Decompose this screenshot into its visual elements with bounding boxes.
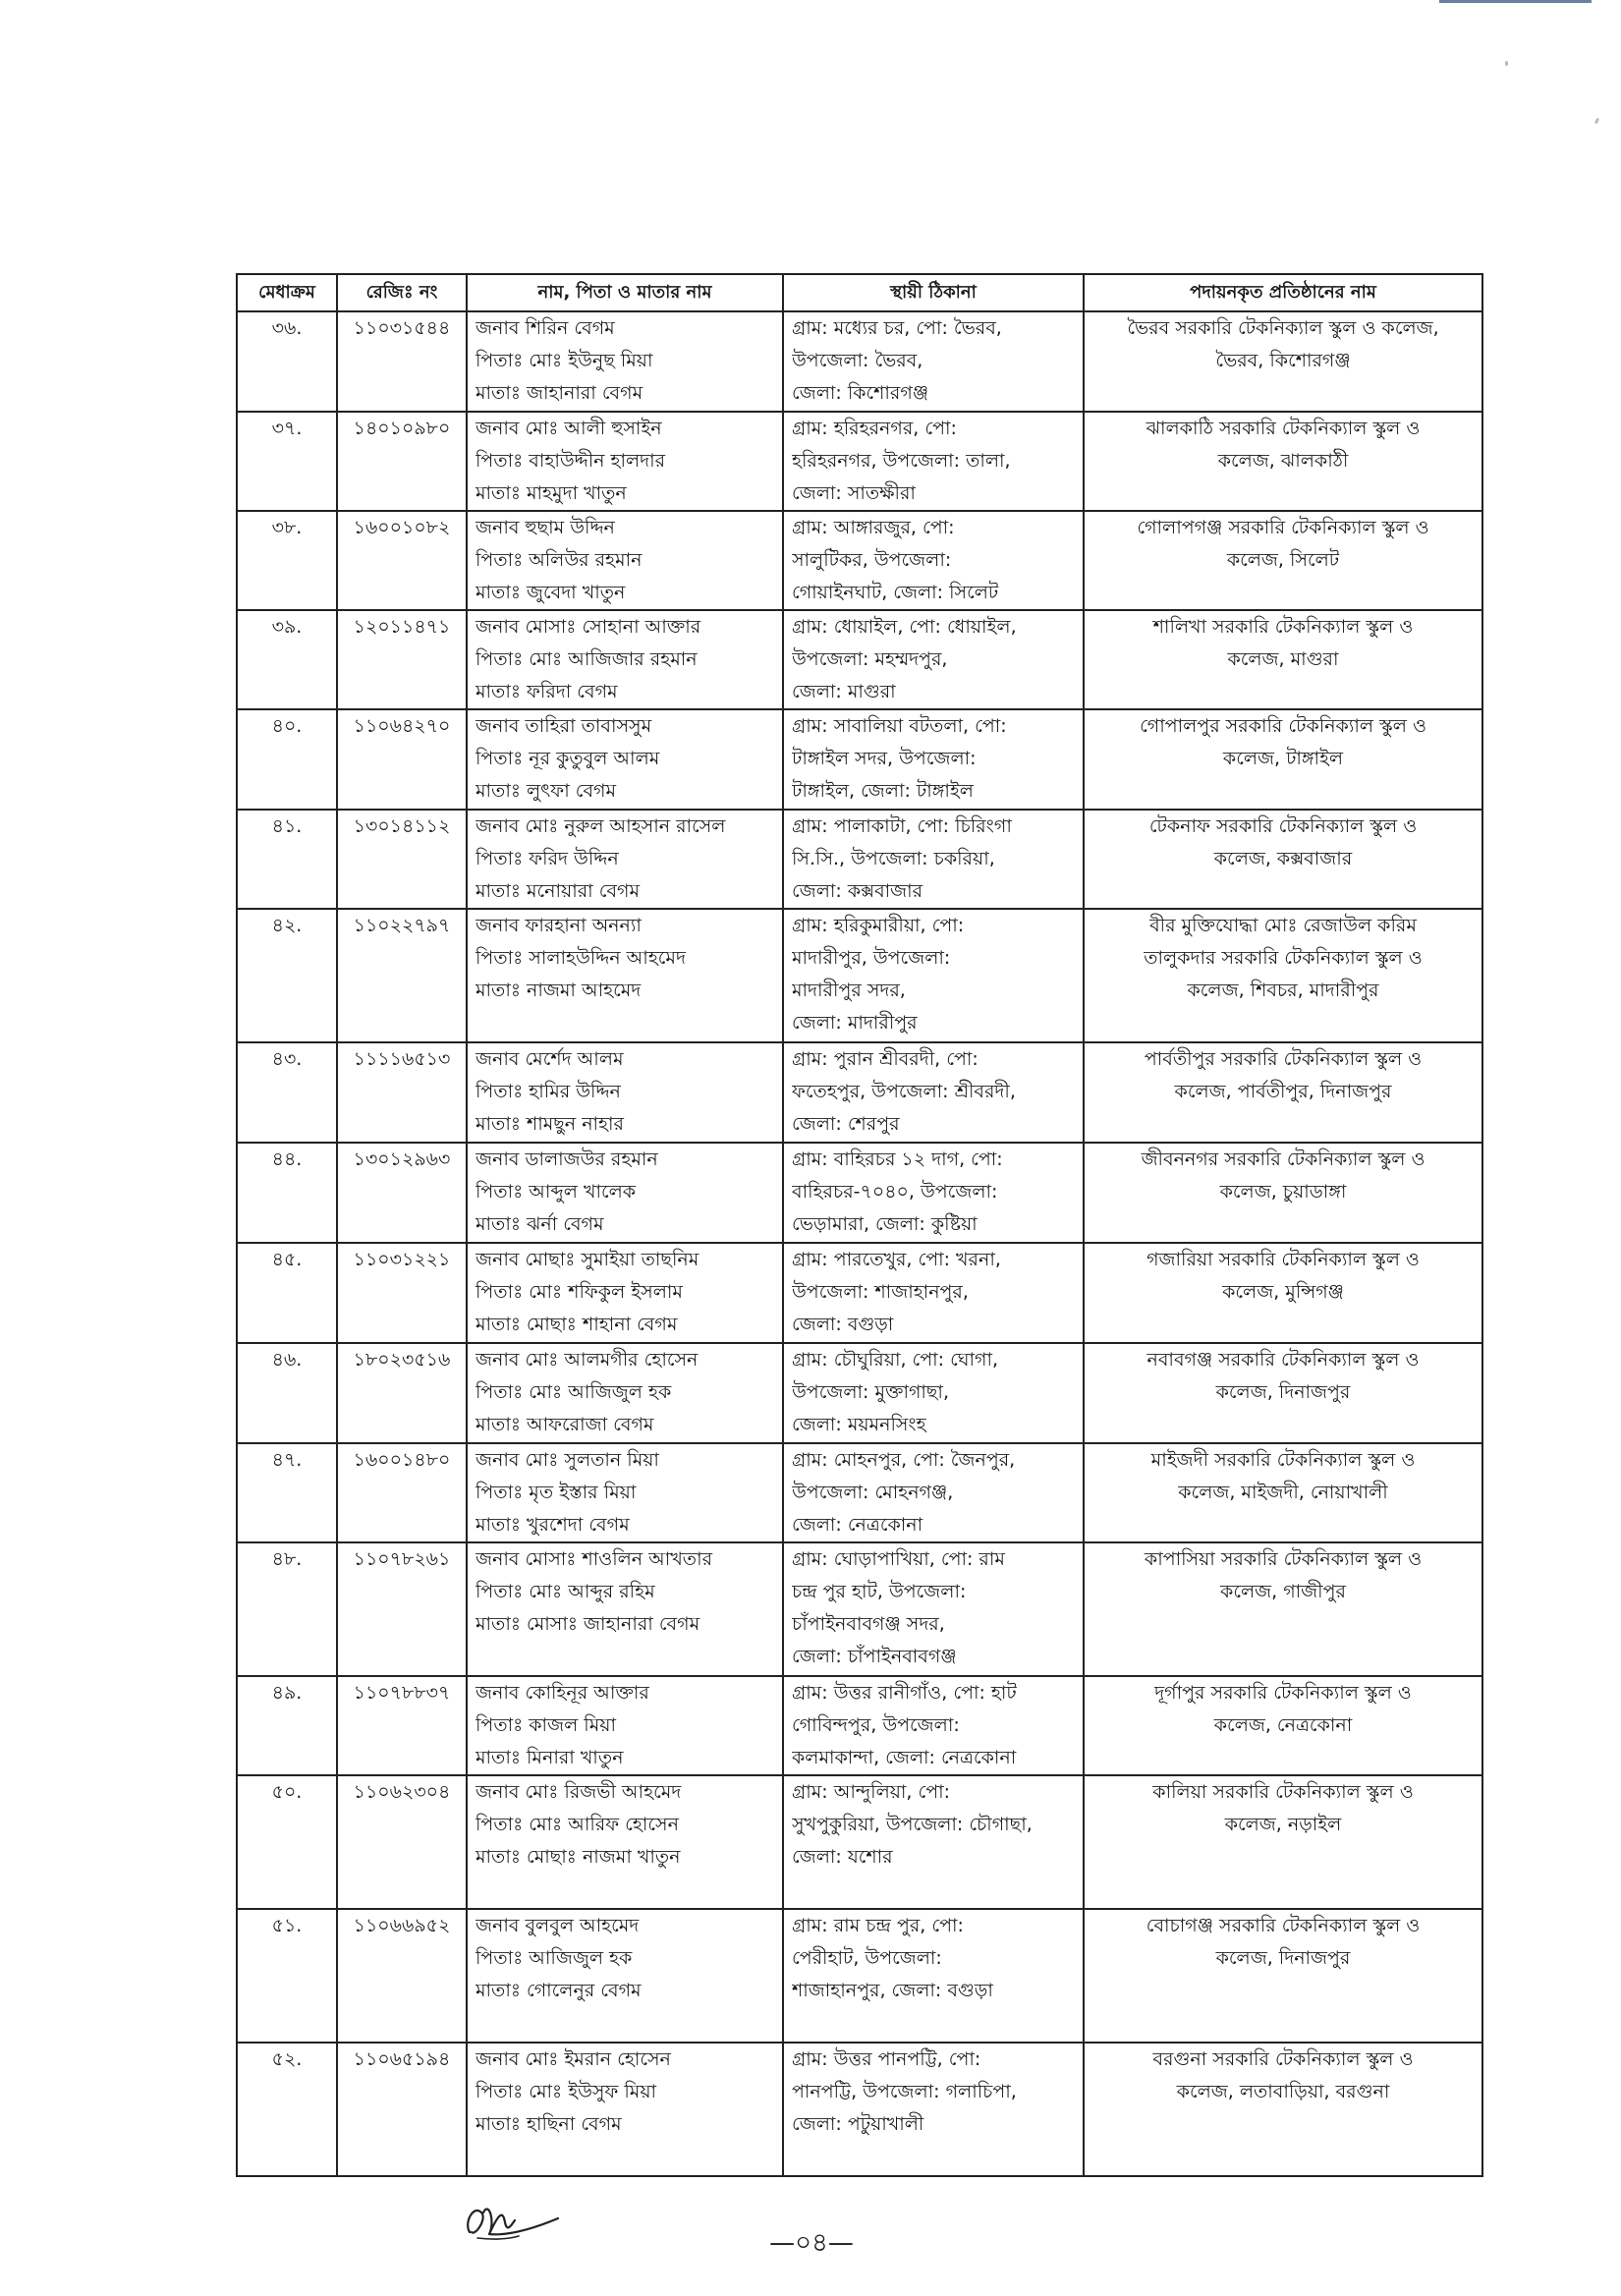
- institution-cell: [1084, 1542, 1482, 1676]
- candidate-name: জনাব মোঃ আলমগীর হোসেন: [475, 1349, 699, 1371]
- address-line: গ্রাম: ধোয়াইল, পো: ধোয়াইল,: [792, 616, 1017, 638]
- names-cell: [467, 1343, 783, 1443]
- institution-line: জীবননগর সরকারি টেকনিক্যাল স্কুল ও: [1141, 1148, 1425, 1170]
- address-line: সি.সি., উপজেলা: চকরিয়া,: [792, 848, 995, 869]
- father-name: পিতাঃ মোঃ আজিজার রহমান: [475, 648, 698, 670]
- address-line: সালুটিকর, উপজেলা:: [792, 549, 952, 571]
- institution-cell: [1084, 1143, 1482, 1243]
- institution-line: কলেজ, নড়াইল: [1224, 1814, 1342, 1835]
- serial-cell: ৪৪.: [237, 1143, 337, 1243]
- names-cell: [467, 909, 783, 1042]
- names-cell: [467, 1909, 783, 2043]
- names-cell: [467, 2043, 783, 2176]
- registration-cell: ১১০৬৬৯৫২: [337, 1909, 467, 2043]
- address-line: মাদারীপুর সদর,: [792, 980, 906, 1001]
- address-line: ফতেহপুর, উপজেলা: শ্রীবরদী,: [792, 1081, 1016, 1102]
- names-cell: [467, 1143, 783, 1243]
- candidate-name: জনাব শিরিন বেগম: [475, 317, 615, 339]
- candidate-name: জনাব মোঃ ইমরান হোসেন: [475, 2048, 671, 2070]
- candidate-name: জনাব মোছাঃ সুমাইয়া তাছনিম: [475, 1249, 699, 1270]
- mother-name: মাতাঃ লুৎফা বেগম: [475, 780, 617, 802]
- institution-line: কলেজ, পার্বতীপুর, দিনাজপুর: [1174, 1081, 1392, 1102]
- institution-line: কলেজ, মাগুরা: [1227, 648, 1339, 670]
- mother-name: মাতাঃ নাজমা আহমেদ: [475, 980, 642, 1001]
- institution-cell: [1084, 810, 1482, 909]
- mother-name: মাতাঃ গোলেনুর বেগম: [475, 1980, 642, 2001]
- institution-line: কলেজ, গাজীপুর: [1220, 1581, 1346, 1602]
- mother-name: মাতাঃ মনোয়ারা বেগম: [475, 880, 641, 902]
- registration-cell: ১১০৭৮৮৩৭: [337, 1676, 467, 1775]
- serial-cell: ৩৮.: [237, 511, 337, 610]
- father-name: পিতাঃ হামির উদ্দিন: [475, 1081, 621, 1102]
- address-line: গ্রাম: উত্তর পানপট্টি, পো:: [792, 2048, 981, 2070]
- address-cell: [783, 1243, 1084, 1343]
- mother-name: মাতাঃ জুবেদা খাতুন: [475, 582, 626, 603]
- institution-line: কলেজ, নেত্রকোনা: [1213, 1714, 1353, 1736]
- serial-cell: ৪৩.: [237, 1042, 337, 1143]
- address-line: ভেড়ামারা, জেলা: কুষ্টিয়া: [792, 1213, 978, 1235]
- names-cell: [467, 1243, 783, 1343]
- table-row: [237, 1542, 1482, 1676]
- institution-cell: [1084, 1243, 1482, 1343]
- candidate-name: জনাব মের্শেদ আলম: [475, 1048, 624, 1070]
- mother-name: মাতাঃ মোছাঃ নাজমা খাতুন: [475, 1846, 681, 1868]
- table-row: [237, 909, 1482, 1042]
- institution-line: নবাবগঞ্জ সরকারি টেকনিক্যাল স্কুল ও: [1146, 1349, 1420, 1371]
- table-row: [237, 1143, 1482, 1243]
- candidate-name: জনাব তাহিরা তাবাসসুম: [475, 715, 652, 737]
- address-line: জেলা: সাতক্ষীরা: [792, 482, 916, 504]
- table-body: [237, 311, 1482, 2176]
- institution-line: কলেজ, কক্সবাজার: [1213, 848, 1353, 869]
- top-edge-mark: [1439, 0, 1592, 3]
- institution-line: শালিখা সরকারি টেকনিক্যাল স্কুল ও: [1152, 616, 1414, 638]
- father-name: পিতাঃ আব্দুল খালেক: [475, 1181, 637, 1203]
- table-row: [237, 610, 1482, 709]
- institution-line: কলেজ, লতাবাড়িয়া, বরগুনা: [1176, 2081, 1390, 2102]
- address-line: উপজেলা: মোহনগঞ্জ,: [792, 1482, 954, 1503]
- serial-cell: ৩৯.: [237, 610, 337, 709]
- header-registration: রেজিঃ নং: [337, 274, 467, 311]
- address-line: চন্দ্র পুর হাট, উপজেলা:: [792, 1581, 967, 1602]
- address-cell: [783, 2043, 1084, 2176]
- page-number: —০৪—: [769, 2228, 854, 2258]
- address-line: গ্রাম: ঘোড়াপাখিয়া, পো: রাম: [792, 1548, 1005, 1570]
- registration-cell: ১৩০১২৯৬৩: [337, 1143, 467, 1243]
- registration-cell: ১১০৬৪২৭০: [337, 709, 467, 810]
- names-cell: [467, 412, 783, 511]
- address-cell: [783, 1909, 1084, 2043]
- father-name: পিতাঃ অলিউর রহমান: [475, 549, 643, 571]
- table-row: [237, 2043, 1482, 2176]
- address-line: উপজেলা: মহম্মদপুর,: [792, 648, 948, 670]
- address-line: শাজাহানপুর, জেলা: বগুড়া: [792, 1980, 993, 2001]
- names-cell: [467, 810, 783, 909]
- address-line: জেলা: মাদারীপুর: [792, 1012, 918, 1034]
- address-line: জেলা: যশোর: [792, 1846, 893, 1868]
- candidate-name: জনাব মোঃ সুলতান মিয়া: [475, 1449, 659, 1471]
- address-cell: [783, 1443, 1084, 1542]
- institution-cell: [1084, 709, 1482, 810]
- institution-line: কলেজ, মাইজদী, নোয়াখালী: [1178, 1482, 1388, 1503]
- registration-cell: ১৬০০১০৮২: [337, 511, 467, 610]
- institution-line: ভৈরব সরকারি টেকনিক্যাল স্কুল ও কলেজ,: [1127, 317, 1439, 339]
- mother-name: মাতাঃ মোসাঃ জাহানারা বেগম: [475, 1613, 700, 1635]
- mother-name: মাতাঃ ঝর্না বেগম: [475, 1213, 604, 1235]
- scan-speck: [1505, 61, 1508, 66]
- serial-cell: ৪৮.: [237, 1542, 337, 1676]
- address-cell: [783, 311, 1084, 412]
- address-line: গ্রাম: সাবালিয়া বটতলা, পো:: [792, 715, 1007, 737]
- candidate-name: জনাব ডালাজউর রহমান: [475, 1148, 658, 1170]
- institution-line: বরগুনা সরকারি টেকনিক্যাল স্কুল ও: [1152, 2048, 1414, 2070]
- father-name: পিতাঃ মোঃ ইউসুফ মিয়া: [475, 2081, 657, 2102]
- names-cell: [467, 1542, 783, 1676]
- address-line: গোয়াইনঘাট, জেলা: সিলেট: [792, 582, 999, 603]
- candidate-name: জনাব মোসাঃ সোহানা আক্তার: [475, 616, 701, 638]
- address-cell: [783, 1143, 1084, 1243]
- signature-initials: [460, 2193, 568, 2248]
- serial-cell: ৪১.: [237, 810, 337, 909]
- candidate-name: জনাব বুলবুল আহমেদ: [475, 1915, 640, 1936]
- address-line: গ্রাম: বাহিরচর ১২ দাগ, পো:: [792, 1148, 1003, 1170]
- institution-cell: [1084, 1775, 1482, 1909]
- names-cell: [467, 709, 783, 810]
- header-names: নাম, পিতা ও মাতার নাম: [467, 274, 783, 311]
- registration-cell: ১৬০০১৪৮০: [337, 1443, 467, 1542]
- table-row: [237, 1676, 1482, 1775]
- candidate-name: জনাব মোঃ রিজভী আহমেদ: [475, 1781, 682, 1803]
- table-row: [237, 412, 1482, 511]
- address-line: বাহিরচর-৭০৪০, উপজেলা:: [792, 1181, 998, 1203]
- serial-cell: ৪৭.: [237, 1443, 337, 1542]
- institution-line: কলেজ, দিনাজপুর: [1215, 1381, 1351, 1403]
- candidate-name: জনাব মোঃ আলী হুসাইন: [475, 418, 662, 439]
- serial-cell: ৪৫.: [237, 1243, 337, 1343]
- registration-cell: ১৮০২৩৫১৬: [337, 1343, 467, 1443]
- institution-line: গোলাপগঞ্জ সরকারি টেকনিক্যাল স্কুল ও: [1137, 517, 1429, 538]
- father-name: পিতাঃ নূর কুতুবুল আলম: [475, 748, 660, 769]
- names-cell: [467, 311, 783, 412]
- address-cell: [783, 909, 1084, 1042]
- institution-line: কলেজ, শিবচর, মাদারীপুর: [1187, 980, 1379, 1001]
- address-line: গ্রাম: পারতেখুর, পো: খরনা,: [792, 1249, 1001, 1270]
- father-name: পিতাঃ মোঃ আব্দুর রহিম: [475, 1581, 655, 1602]
- address-cell: [783, 1542, 1084, 1676]
- registration-cell: ১১১১৬৫১৩: [337, 1042, 467, 1143]
- address-line: হরিহরনগর, উপজেলা: তালা,: [792, 450, 1011, 472]
- mother-name: মাতাঃ ফরিদা বেগম: [475, 681, 618, 702]
- address-line: পানপট্টি, উপজেলা: গলাচিপা,: [792, 2081, 1017, 2102]
- institution-cell: [1084, 1676, 1482, 1775]
- institution-line: কলেজ, ঝালকাঠী: [1217, 450, 1349, 472]
- institution-cell: [1084, 511, 1482, 610]
- address-line: কলমাকান্দা, জেলা: নেত্রকোনা: [792, 1747, 1017, 1768]
- registration-cell: ১১০৩১২২১: [337, 1243, 467, 1343]
- institution-line: কলেজ, টাঙ্গাইল: [1222, 748, 1344, 769]
- names-cell: [467, 1042, 783, 1143]
- mother-name: মাতাঃ মিনারা খাতুন: [475, 1747, 624, 1768]
- address-cell: [783, 412, 1084, 511]
- table-row: [237, 511, 1482, 610]
- mother-name: মাতাঃ মাহমুদা খাতুন: [475, 482, 627, 504]
- address-line: জেলা: মাগুরা: [792, 681, 896, 702]
- father-name: পিতাঃ বাহাউদ্দীন হালদার: [475, 450, 666, 472]
- institution-line: পার্বতীপুর সরকারি টেকনিক্যাল স্কুল ও: [1144, 1048, 1423, 1070]
- address-cell: [783, 1775, 1084, 1909]
- table-row: [237, 311, 1482, 412]
- institution-line: তালুকদার সরকারি টেকনিক্যাল স্কুল ও: [1144, 947, 1423, 969]
- address-line: জেলা: কক্সবাজার: [792, 880, 923, 902]
- registration-cell: ১১০৩১৫৪৪: [337, 311, 467, 412]
- candidate-name: জনাব হুছাম উদ্দিন: [475, 517, 615, 538]
- serial-cell: ৫২.: [237, 2043, 337, 2176]
- registration-cell: ১১০৬৫১৯৪: [337, 2043, 467, 2176]
- mother-name: মাতাঃ জাহানারা বেগম: [475, 382, 643, 404]
- institution-cell: [1084, 2043, 1482, 2176]
- serial-cell: ৪৬.: [237, 1343, 337, 1443]
- address-line: চাঁপাইনবাবগঞ্জ সদর,: [792, 1613, 945, 1635]
- institution-line: বোচাগঞ্জ সরকারি টেকনিক্যাল স্কুল ও: [1146, 1915, 1421, 1936]
- address-line: উপজেলা: শাজাহানপুর,: [792, 1281, 969, 1303]
- address-line: গ্রাম: পুরান শ্রীবরদী, পো:: [792, 1048, 978, 1070]
- institution-line: বীর মুক্তিযোদ্ধা মোঃ রেজাউল করিম: [1149, 915, 1417, 936]
- address-line: পেরীহাট, উপজেলা:: [792, 1947, 942, 1969]
- serial-cell: ৪২.: [237, 909, 337, 1042]
- institution-cell: [1084, 1909, 1482, 2043]
- father-name: পিতাঃ ফরিদ উদ্দিন: [475, 848, 619, 869]
- address-line: টাঙ্গাইল সদর, উপজেলা:: [792, 748, 977, 769]
- father-name: পিতাঃ মোঃ আজিজুল হক: [475, 1381, 672, 1403]
- names-cell: [467, 511, 783, 610]
- address-line: উপজেলা: ভৈরব,: [792, 350, 923, 371]
- institution-cell: [1084, 610, 1482, 709]
- address-cell: [783, 511, 1084, 610]
- serial-cell: ৪০.: [237, 709, 337, 810]
- address-line: সুখপুকুরিয়া, উপজেলা: চৌগাছা,: [792, 1814, 1033, 1835]
- names-cell: [467, 610, 783, 709]
- serial-cell: ৩৬.: [237, 311, 337, 412]
- institution-cell: [1084, 909, 1482, 1042]
- address-cell: [783, 1343, 1084, 1443]
- institution-cell: [1084, 1042, 1482, 1143]
- address-line: গ্রাম: হরিকুমারীয়া, পো:: [792, 915, 965, 936]
- address-cell: [783, 1676, 1084, 1775]
- institution-line: কাপাসিয়া সরকারি টেকনিক্যাল স্কুল ও: [1144, 1548, 1423, 1570]
- address-line: গ্রাম: রাম চন্দ্র পুর, পো:: [792, 1915, 964, 1936]
- institution-line: টেকনাফ সরকারি টেকনিক্যাল স্কুল ও: [1148, 815, 1418, 837]
- names-cell: [467, 1443, 783, 1542]
- address-line: গ্রাম: উত্তর রানীগাঁও, পো: হাট: [792, 1682, 1017, 1704]
- address-line: জেলা: ময়মনসিংহ: [792, 1414, 926, 1435]
- father-name: পিতাঃ সালাহউদ্দিন আহমেদ: [475, 947, 686, 969]
- scan-speck: [1594, 118, 1599, 125]
- father-name: পিতাঃ মোঃ ইউনুছ মিয়া: [475, 350, 653, 371]
- names-cell: [467, 1676, 783, 1775]
- header-serial: মেধাক্রম: [237, 274, 337, 311]
- registration-cell: ১৩০১৪১১২: [337, 810, 467, 909]
- serial-cell: ৫০.: [237, 1775, 337, 1909]
- address-line: টাঙ্গাইল, জেলা: টাঙ্গাইল: [792, 780, 974, 802]
- candidate-name: জনাব ফারহানা অনন্যা: [475, 915, 642, 936]
- address-line: গ্রাম: চৌঘুরিয়া, পো: ঘোগা,: [792, 1349, 999, 1371]
- institution-line: দূর্গাপুর সরকারি টেকনিক্যাল স্কুল ও: [1154, 1682, 1412, 1704]
- mother-name: মাতাঃ আফরোজা বেগম: [475, 1414, 654, 1435]
- names-cell: [467, 1775, 783, 1909]
- institution-line: গোপালপুর সরকারি টেকনিক্যাল স্কুল ও: [1140, 715, 1426, 737]
- father-name: পিতাঃ আজিজুল হক: [475, 1947, 633, 1969]
- father-name: পিতাঃ কাজল মিয়া: [475, 1714, 616, 1736]
- table-row: [237, 810, 1482, 909]
- serial-cell: ৫১.: [237, 1909, 337, 2043]
- address-line: মাদারীপুর, উপজেলা:: [792, 947, 951, 969]
- institution-line: কালিয়া সরকারি টেকনিক্যাল স্কুল ও: [1152, 1781, 1414, 1803]
- father-name: পিতাঃ মৃত ইস্তার মিয়া: [475, 1482, 637, 1503]
- institution-line: ভৈরব, কিশোরগঞ্জ: [1215, 350, 1351, 371]
- father-name: পিতাঃ মোঃ শফিকুল ইসলাম: [475, 1281, 683, 1303]
- address-line: গোবিন্দপুর, উপজেলা:: [792, 1714, 960, 1736]
- institution-cell: [1084, 412, 1482, 511]
- address-line: গ্রাম: হরিহরনগর, পো:: [792, 418, 957, 439]
- address-line: জেলা: শেরপুর: [792, 1113, 900, 1135]
- institution-line: মাইজদী সরকারি টেকনিক্যাল স্কুল ও: [1150, 1449, 1416, 1471]
- table-row: [237, 1042, 1482, 1143]
- table-row: [237, 1775, 1482, 1909]
- institution-cell: [1084, 311, 1482, 412]
- address-cell: [783, 709, 1084, 810]
- institution-line: কলেজ, সিলেট: [1226, 549, 1340, 571]
- table-row: [237, 1243, 1482, 1343]
- table-row: [237, 1443, 1482, 1542]
- serial-cell: ৪৯.: [237, 1676, 337, 1775]
- table-header-row: [237, 274, 1482, 311]
- table-row: [237, 1909, 1482, 2043]
- candidate-name: জনাব মোঃ নুরুল আহসান রাসেল: [475, 815, 726, 837]
- address-line: জেলা: বগুড়া: [792, 1314, 894, 1335]
- address-cell: [783, 610, 1084, 709]
- institution-line: ঝালকাঠি সরকারি টেকনিক্যাল স্কুল ও: [1146, 418, 1421, 439]
- institution-line: কলেজ, মুন্সিগঞ্জ: [1222, 1281, 1344, 1303]
- registration-cell: ১৪০১০৯৮০: [337, 412, 467, 511]
- posting-table: [236, 273, 1483, 2177]
- mother-name: মাতাঃ শামছুন নাহার: [475, 1113, 624, 1135]
- father-name: পিতাঃ মোঃ আরিফ হোসেন: [475, 1814, 679, 1835]
- institution-cell: [1084, 1443, 1482, 1542]
- address-cell: [783, 1042, 1084, 1143]
- address-line: গ্রাম: আন্দুলিয়া, পো:: [792, 1781, 951, 1803]
- address-line: গ্রাম: আঙ্গারজুর, পো:: [792, 517, 955, 538]
- address-line: গ্রাম: মোহনপুর, পো: জৈনপুর,: [792, 1449, 1016, 1471]
- registration-cell: ১১০৬২৩০৪: [337, 1775, 467, 1909]
- table-row: [237, 709, 1482, 810]
- institution-line: কলেজ, চুয়াডাঙ্গা: [1219, 1181, 1347, 1203]
- registration-cell: ১২০১১৪৭১: [337, 610, 467, 709]
- address-cell: [783, 810, 1084, 909]
- mother-name: মাতাঃ হাছিনা বেগম: [475, 2113, 622, 2135]
- institution-cell: [1084, 1343, 1482, 1443]
- address-line: জেলা: চাঁপাইনবাবগঞ্জ: [792, 1646, 957, 1667]
- address-line: গ্রাম: পালাকাটা, পো: চিরিংগা: [792, 815, 1012, 837]
- registration-cell: ১১০২২৭৯৭: [337, 909, 467, 1042]
- candidate-name: জনাব মোসাঃ শাওলিন আখতার: [475, 1548, 713, 1570]
- table-row: [237, 1343, 1482, 1443]
- institution-line: গজারিয়া সরকারি টেকনিক্যাল স্কুল ও: [1146, 1249, 1420, 1270]
- mother-name: মাতাঃ মোছাঃ শাহানা বেগম: [475, 1314, 678, 1335]
- header-address: স্থায়ী ঠিকানা: [783, 274, 1084, 311]
- address-line: গ্রাম: মধ্যের চর, পো: ভৈরব,: [792, 317, 1002, 339]
- institution-line: কলেজ, দিনাজপুর: [1215, 1947, 1351, 1969]
- mother-name: মাতাঃ খুরশেদা বেগম: [475, 1514, 630, 1536]
- serial-cell: ৩৭.: [237, 412, 337, 511]
- header-institution: পদায়নকৃত প্রতিষ্ঠানের নাম: [1084, 274, 1482, 311]
- registration-cell: ১১০৭৮২৬১: [337, 1542, 467, 1676]
- address-line: জেলা: পটুয়াখালী: [792, 2113, 924, 2135]
- address-line: জেলা: কিশোরগঞ্জ: [792, 382, 929, 404]
- candidate-name: জনাব কোহিনূর আক্তার: [475, 1682, 649, 1704]
- address-line: জেলা: নেত্রকোনা: [792, 1514, 923, 1536]
- address-line: উপজেলা: মুক্তাগাছা,: [792, 1381, 949, 1403]
